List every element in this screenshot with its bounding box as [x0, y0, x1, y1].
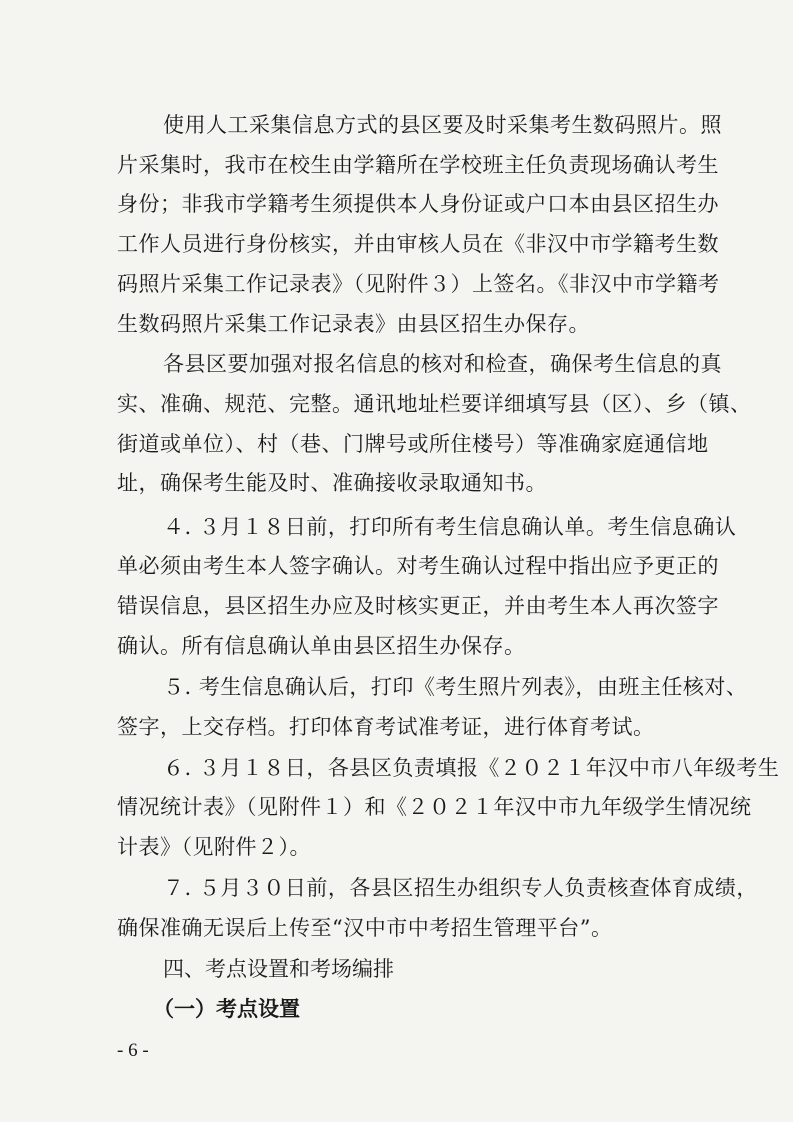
body-line-16: 签字，上交存档。打印体育考试准考证，进行体育考试。	[117, 715, 655, 739]
section-heading: 四、考点设置和考场编排	[163, 957, 394, 981]
body-line-11: ４. ３月１８日前，打印所有考生信息确认单。考生信息确认	[163, 515, 737, 539]
body-line-17: ６. ３月１８日，各县区负责填报《２０２１年汉中市八年级考生	[163, 756, 780, 780]
body-line-9: 街道或单位）、村（巷、门牌号或所住楼号）等准确家庭通信地	[117, 432, 709, 456]
body-line-18: 情况统计表》（见附件１）和《２０２１年汉中市九年级学生情况统	[117, 795, 752, 819]
body-line-20: ７. ５月３０日前，各县区招生办组织专人负责核查体育成绩，	[163, 876, 758, 900]
body-line-21: 确保准确无误后上传至“汉中市中考招生管理平台”。	[117, 916, 613, 940]
body-line-10: 址，确保考生能及时、准确接收录取通知书。	[117, 471, 547, 495]
body-line-5: 码照片采集工作记录表》（见附件３）上签名。《非汉中市学籍考	[117, 272, 720, 296]
body-line-8: 实、准确、规范、完整。通讯地址栏要详细填写县（区）、乡（镇、	[117, 392, 752, 416]
body-line-6: 生数码照片采集工作记录表》由县区招生办保存。	[117, 312, 590, 336]
body-line-12: 单必须由考生本人签字确认。对考生确认过程中指出应予更正的	[117, 554, 719, 578]
page-number: - 6 -	[117, 1040, 149, 1061]
body-line-19: 计表》（见附件２）。	[117, 835, 311, 859]
body-line-13: 错误信息，县区招生办应及时核实更正，并由考生本人再次签字	[117, 594, 719, 618]
body-line-14: 确认。所有信息确认单由县区招生办保存。	[117, 634, 526, 658]
body-line-1: 使用人工采集信息方式的县区要及时采集考生数码照片。照	[163, 113, 722, 137]
body-line-2: 片采集时，我市在校生由学籍所在学校班主任负责现场确认考生	[117, 153, 719, 177]
body-line-4: 工作人员进行身份核实，并由审核人员在《非汉中市学籍考生数	[117, 232, 719, 256]
subsection-heading: （一）考点设置	[153, 997, 300, 1021]
body-line-3: 身份；非我市学籍考生须提供本人身份证或户口本由县区招生办	[117, 192, 719, 216]
body-line-15: ５. 考生信息确认后，打印《考生照片列表》，由班主任核对、	[163, 675, 748, 699]
body-line-7: 各县区要加强对报名信息的核对和检查，确保考生信息的真	[163, 352, 722, 376]
